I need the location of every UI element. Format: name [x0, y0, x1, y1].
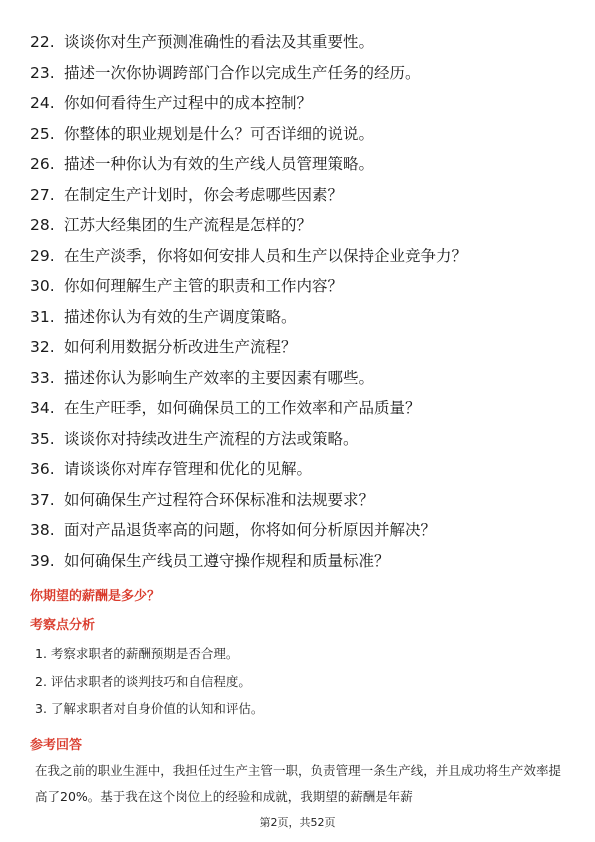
question-text: 描述一次你协调跨部门合作以完成生产任务的经历。 [64, 63, 421, 82]
list-item [30, 515, 570, 546]
list-item [30, 546, 570, 577]
question-text: 谈谈你对持续改进生产流程的方法或策略。 [64, 429, 359, 448]
list-item [30, 363, 570, 394]
question-number: 39. [30, 551, 55, 570]
question-number: 37. [30, 490, 55, 509]
list-item [30, 393, 570, 424]
question-text: 你如何理解生产主管的职责和工作内容？ [64, 277, 344, 295]
question-number: 22. [30, 33, 55, 51]
list-item [30, 119, 570, 150]
list-item [30, 58, 570, 89]
list-item [30, 424, 570, 455]
question-text: 谈谈你对生产预测准确性的看法及其重要性。 [64, 33, 375, 51]
list-item [30, 302, 570, 333]
question-number: 23. [30, 63, 55, 82]
question-number: 26. [30, 155, 55, 173]
question-number: 24. [30, 94, 55, 112]
list-item [30, 271, 570, 302]
list-item [30, 485, 570, 516]
analysis-list [35, 640, 263, 723]
list-item [30, 27, 570, 58]
question-number: 30. [30, 277, 55, 295]
list-item [30, 88, 570, 119]
question-text: 描述一种你认为有效的生产线人员管理策略。 [64, 155, 375, 173]
question-list [30, 27, 570, 576]
question-text: 描述你认为影响生产效率的主要因素有哪些。 [64, 368, 375, 387]
question-text: 江苏大经集团的生产流程是怎样的？ [64, 216, 313, 234]
analysis-item: 3. 了解求职者对自身价值的认知和评估。 [35, 701, 264, 716]
reference-answer-text: 在我之前的职业生涯中，我担任过生产主管一职，负责管理一条生产线，并且成功将生产效率提高了20%。基于我在这个岗位上的经验和成就，我期望的薪酬是年薪 [35, 763, 561, 804]
question-text: 在生产淡季，你将如何安排人员和生产以保持企业竞争力？ [64, 246, 468, 265]
question-text: 请谈谈你对库存管理和优化的见解。 [64, 460, 313, 478]
question-number: 29. [30, 246, 55, 265]
question-text: 如何利用数据分析改进生产流程？ [64, 338, 297, 356]
question-text: 描述你认为有效的生产调度策略。 [64, 307, 297, 326]
question-number: 25. [30, 124, 55, 143]
list-item [30, 180, 570, 211]
question-number: 34. [30, 399, 55, 417]
question-text: 在生产旺季，如何确保员工的工作效率和产品质量？ [64, 399, 421, 417]
question-text: 你整体的职业规划是什么？可否详细的说说。 [64, 124, 375, 143]
reference-answer-heading: 参考回答 [30, 738, 83, 753]
question-text: 面对产品退货率高的问题，你将如何分析原因并解决？ [64, 521, 437, 539]
question-number: 32. [30, 338, 55, 356]
question-number: 28. [30, 216, 55, 234]
question-text: 如何确保生产线员工遵守操作规程和质量标准？ [64, 551, 390, 570]
analysis-item: 2. 评估求职者的谈判技巧和自信程度。 [35, 673, 251, 689]
list-item [30, 332, 570, 363]
question-number: 31. [30, 307, 55, 326]
analysis-heading: 考察点分析 [30, 618, 96, 633]
question-number: 38. [30, 521, 55, 539]
question-number: 33. [30, 368, 55, 387]
question-text: 在制定生产计划时，你会考虑哪些因素？ [64, 185, 344, 204]
list-item [30, 241, 570, 272]
question-number: 36. [30, 460, 55, 478]
list-item [30, 454, 570, 485]
question-number: 35. [30, 429, 55, 448]
question-text: 如何确保生产过程符合环保标准和法规要求？ [64, 490, 375, 509]
list-item [30, 210, 570, 241]
analysis-item: 1. 考察求职者的薪酬预期是否合理。 [35, 646, 239, 661]
page-footer: 第2页，共52页 [259, 816, 336, 829]
salary-question-heading: 你期望的薪酬是多少？ [30, 589, 161, 604]
question-text: 你如何看待生产过程中的成本控制？ [64, 94, 313, 112]
question-number: 27. [30, 185, 55, 204]
list-item [30, 149, 570, 180]
